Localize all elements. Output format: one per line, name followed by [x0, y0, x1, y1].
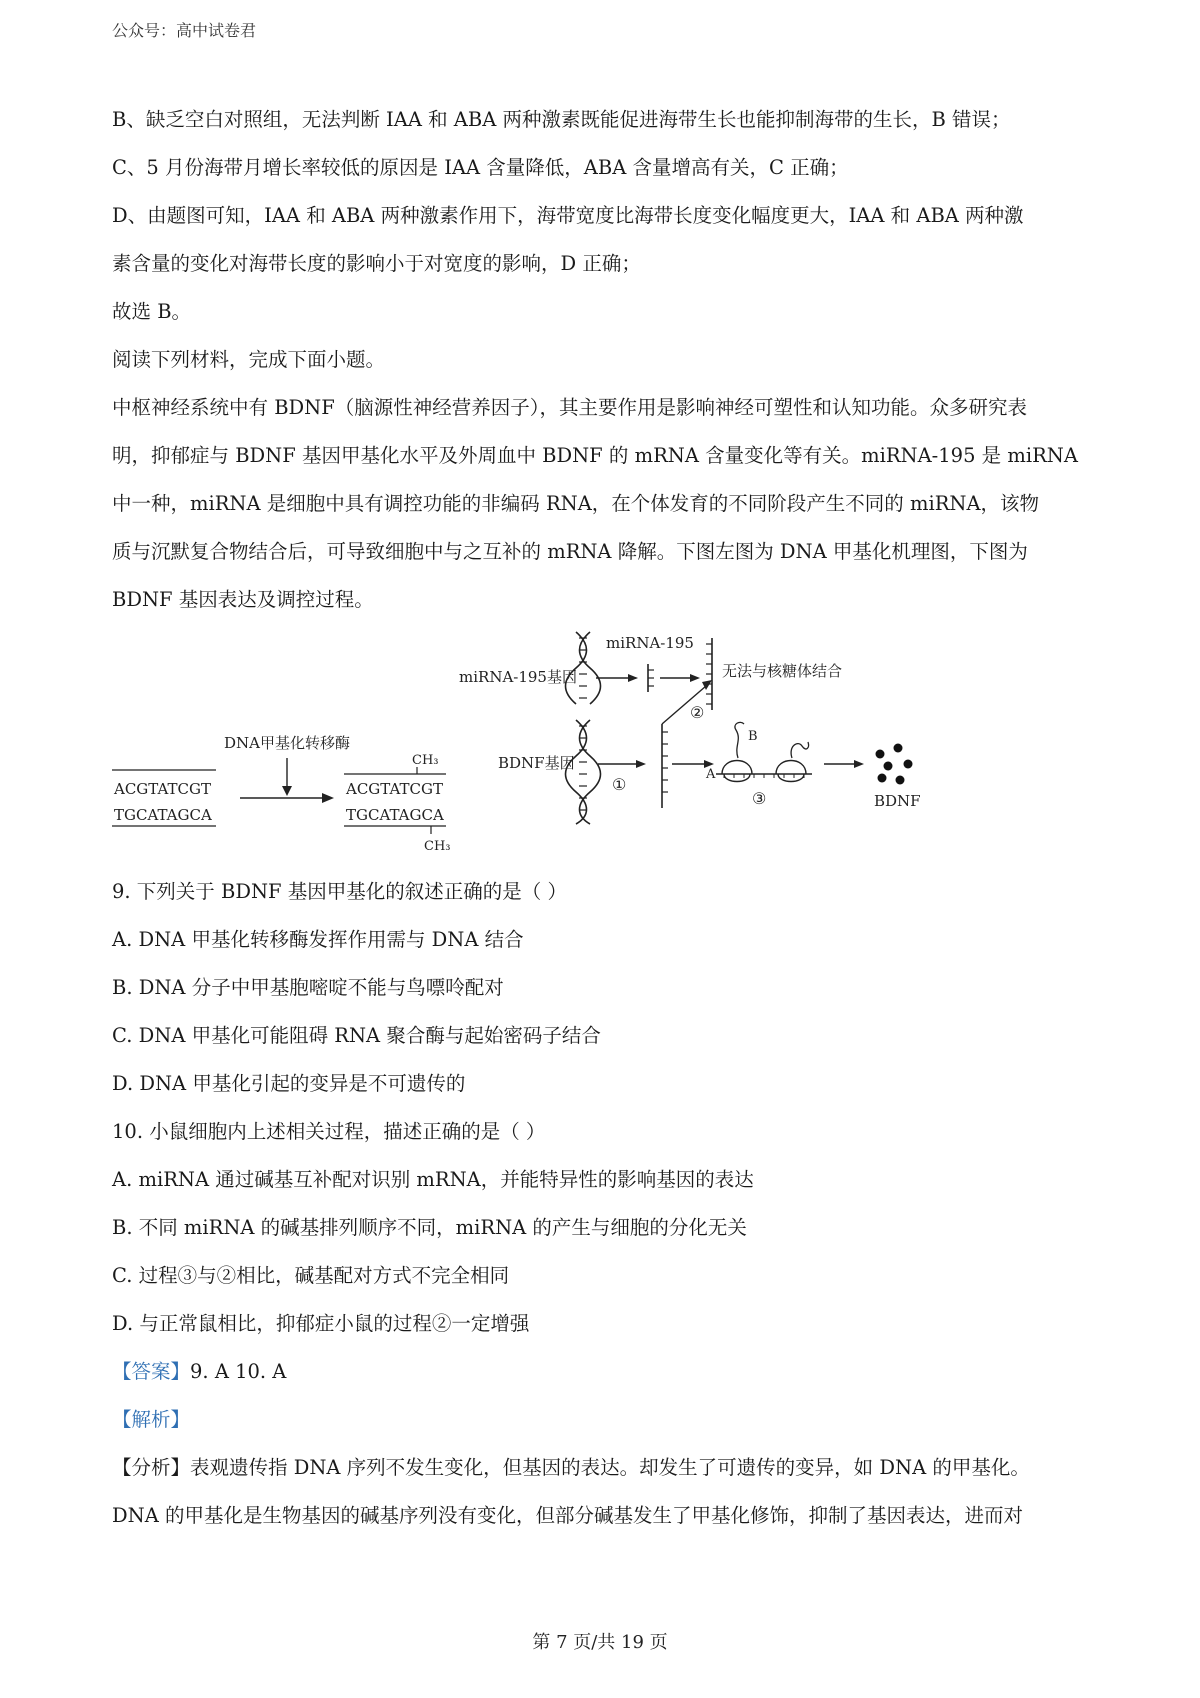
product-arrowhead: [854, 760, 864, 768]
question-10-option-d: D. 与正常鼠相比，抑郁症小鼠的过程②一定增强: [112, 1312, 530, 1335]
question-9-option-c: C. DNA 甲基化可能阻碍 RNA 聚合酶与起始密码子结合: [112, 1024, 601, 1047]
mirna-label: miRNA-195: [606, 634, 694, 652]
left-bottom-strand: TGCATAGCA: [114, 806, 212, 824]
paragraph: 质与沉默复合物结合后，可导致细胞中与之互补的 mRNA 降解。下图左图为 DNA 甲基化机理图，下图为: [112, 540, 1028, 563]
enzyme-arrowhead: [282, 786, 292, 796]
page-footer: 第 7 页/共 19 页: [532, 1632, 668, 1653]
transcription-arrowhead: [636, 760, 646, 768]
bdnf-dot: [896, 776, 905, 785]
reaction-arrowhead: [322, 793, 334, 803]
question-10-option-b: B. 不同 miRNA 的碱基排列顺序不同，miRNA 的产生与细胞的分化无关: [112, 1216, 747, 1239]
answer-text: 9. A 10. A: [190, 1360, 287, 1383]
methyl-top: CH₃: [412, 753, 439, 768]
question-10-stem: 10. 小鼠细胞内上述相关过程，描述正确的是（ ）: [112, 1120, 546, 1143]
paragraph: 故选 B。: [112, 300, 192, 323]
paragraph: B、缺乏空白对照组，无法判断 IAA 和 ABA 两种激素既能促进海带生长也能抑制海带的生长，B 错误；: [112, 108, 1011, 131]
question-9-option-d: D. DNA 甲基化引起的变异是不可遗传的: [112, 1072, 466, 1095]
paragraph: D、由题图可知，IAA 和 ABA 两种激素作用下，海带宽度比海带长度变化幅度更大，IAA 和 ABA 两种激: [112, 204, 1024, 227]
question-10-option-c: C. 过程③与②相比，碱基配对方式不完全相同: [112, 1264, 510, 1287]
peptide-chain-2: [791, 742, 808, 758]
question-9-option-a: A. DNA 甲基化转移酶发挥作用需与 DNA 结合: [112, 928, 524, 951]
paragraph: 中枢神经系统中有 BDNF（脑源性神经营养因子），其主要作用是影响神经可塑性和认知功能。众多研究表: [112, 396, 1028, 419]
paragraph: 中一种，miRNA 是细胞中具有调控功能的非编码 RNA，在个体发育的不同阶段产生不同的 miRNA，该物: [112, 492, 1040, 515]
document-body: [112, 96, 1097, 1540]
bdnf-gene-label: BDNF基因: [498, 754, 575, 772]
step-2-label: ②: [690, 703, 705, 722]
label-a: A: [706, 767, 716, 782]
answer-tag: 【答案】: [112, 1360, 191, 1383]
mirna-to-complex-arrowhead: [690, 674, 700, 682]
bdnf-dot: [894, 744, 903, 753]
step-1-label: ①: [612, 775, 627, 794]
paragraph: 素含量的变化对海带长度的影响小于对宽度的影响，D 正确；: [112, 252, 641, 275]
analysis-line: [112, 1396, 1097, 1444]
mirna-gene-label: miRNA-195基因: [459, 668, 577, 686]
figure-svg: [112, 628, 1097, 868]
page-header: 公众号：高中试卷君: [112, 21, 257, 40]
bdnf-dot: [876, 750, 885, 759]
bdnf-dot: [884, 762, 893, 771]
question-9-stem: 9. 下列关于 BDNF 基因甲基化的叙述正确的是（ ）: [112, 880, 567, 903]
methyl-bottom: CH₃: [424, 839, 451, 854]
paragraph: C、5 月份海带月增长率较低的原因是 IAA 含量降低，ABA 含量增高有关，C 正确；: [112, 156, 849, 179]
step-3-label: ③: [752, 789, 767, 808]
right-top-strand: ACGTATCGT: [346, 780, 443, 798]
answer-line: [112, 1348, 1097, 1396]
right-bottom-strand: TGCATAGCA: [346, 806, 444, 824]
ribosome-1: [722, 761, 752, 782]
product-label: BDNF: [874, 792, 921, 810]
figure-dna-methylation-and-bdnf: [112, 628, 1097, 868]
paragraph: BDNF 基因表达及调控过程。: [112, 588, 374, 611]
paragraph: 阅读下列材料，完成下面小题。: [112, 348, 386, 371]
paragraph: DNA 的甲基化是生物基因的碱基序列没有变化，但部分碱基发生了甲基化修饰，抑制了基因表达，进而对: [112, 1504, 1023, 1527]
bdnf-dot: [904, 760, 913, 769]
no-binding-label: 无法与核糖体结合: [722, 662, 843, 680]
mirna-arrowhead: [628, 674, 638, 682]
question-10-option-a: A. miRNA 通过碱基互补配对识别 mRNA，并能特异性的影响基因的表达: [112, 1168, 754, 1191]
bdnf-gene-helix: [566, 720, 601, 824]
left-top-strand: ACGTATCGT: [114, 780, 211, 798]
peptide-chain-1: [735, 722, 744, 758]
bdnf-dot: [878, 774, 887, 783]
paragraph: 【分析】表观遗传指 DNA 序列不发生变化，但基因的表达。却发生了可遗传的变异，如 DNA 的甲基化。: [112, 1456, 1030, 1479]
question-9-option-b: B. DNA 分子中甲基胞嘧啶不能与鸟嘌呤配对: [112, 976, 504, 999]
enzyme-label: DNA甲基化转移酶: [224, 734, 350, 752]
ribosome-2: [776, 761, 806, 782]
label-b: B: [748, 729, 758, 744]
paragraph: 明，抑郁症与 BDNF 基因甲基化水平及外周血中 BDNF 的 mRNA 含量变化等有关。miRNA-195 是 miRNA: [112, 444, 1078, 467]
analysis-tag: 【解析】: [112, 1408, 191, 1431]
